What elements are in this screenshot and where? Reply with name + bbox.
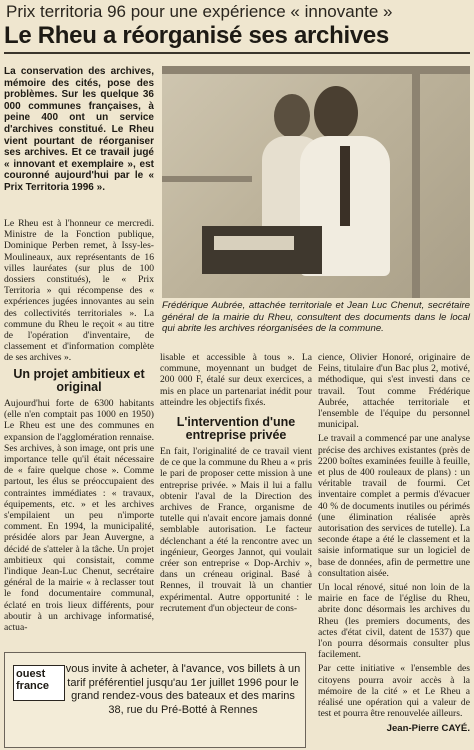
- column-2: [160, 352, 312, 614]
- section-title-1: Un projet ambitieux et original: [13, 367, 145, 394]
- advertisement-text: vous invite à acheter, à l'avance, vos billets à un tarif préférentiel jusqu'au 1er juillet 1996 pour le grand rendez-vous des bateaux et des marins 38, rue du Pré-Botté à Rennes: [65, 663, 301, 716]
- column-1b: [4, 368, 154, 633]
- article-kicker: Prix territoria 96 pour une expérience « innovante »: [6, 2, 393, 21]
- column-3-text-b: Le travail a commencé par une analyse précise des archives existantes (près de 2200 boîtes examinées feuille à feuille, et plus de 400 rouleaux de plans) : un véritable travail de fourmi. Cet inventaire complet a permis d'évacuer 40 % de documents inutiles ou périmés (une élimination réalisée après autorisation des services de tutelle). La seconde étape a été le classement et la saisie informatique sur un logiciel de base de données, afin de permettre une consultation aisée.: [318, 433, 470, 579]
- headline-rule: [4, 52, 470, 54]
- photo-shelf: [162, 176, 252, 182]
- column-1b-text: Aujourd'hui forte de 6300 habitants (elle n'en comptait pas 1000 en 1950) Le Rheu est une des communes en expansion de l'agglomération rennaise. Ses archives, à son image, ont pris une importance telle qu'il était nécessaire de « faire quelque chose ». Comme partout, les élus se préoccupaient des contraintes immédiates : « travaux, équipements, etc. » et les archives s'empilaient un peu n'importe comment. En 1994, la municipalité, présidée alors par Jean Auvergne, a décidé de s'atteler à la tâche. Un projet ambitieux qui consistait, comme l'indique Jean-Luc Chenut, secrétaire général de la mairie « à reclasser tout le fond documentaire communal, éclaté en trois lieux différents, pour aboutir à un archivage informatisé, actua-: [4, 398, 154, 634]
- photo-shelf: [412, 66, 420, 298]
- column-2-text-b: En fait, l'originalité de ce travail vient de ce que la commune du Rheu a « pris le pari de proposer cette mission à une entreprise privée. » Mais il lui a fallu obtenir l'aval de la Direction des archives de France, organisme de tutelle qui n'avait encore jamais donné semblable autorisation. Le facteur déclenchant a été la rencontre avec un ingénieur, Georges Jannot, qui voulait créer son entreprise « Dop-Archiv », dans un créneau original. Basé à Rennes, il trouvait là un chantier expérimental. Autre opportunité : le recrutement d'un objecteur de cons-: [160, 446, 312, 614]
- section-title-2: L'intervention d'une entreprise privée: [176, 415, 296, 443]
- archive-photo: [162, 66, 470, 298]
- article-lede: La conservation des archives, mémoire des cités, pose des problèmes. Sur les quelque 36 000 communes françaises, à peine 400 ont un service d'archives constitué. Le Rheu vient pourtant de réorganiser ses archives. Et ce travail jugé « innovant et exemplaire », est couronné aujourd'hui par le « Prix Territoria 1996 ».: [4, 66, 154, 193]
- ouest-france-logo: ouest france: [13, 665, 65, 701]
- photo-person-man: [314, 86, 358, 140]
- article-headline: Le Rheu a réorganisé ses archives: [4, 22, 389, 49]
- photo-archive-box: [202, 226, 322, 274]
- column-2-text-a: lisable et accessible à tous ». La commune, moyennant un budget de 200 000 F, étalé sur deux exercices, a mis en place un partenariat inédit pour atteindre les objectifs fixés.: [160, 352, 312, 408]
- advertisement-box: [4, 652, 306, 748]
- photo-tie: [340, 146, 350, 226]
- column-3-text-a: cience, Olivier Honoré, originaire de Feins, titulaire d'un Bac plus 2, motivé, méthodique, qui s'est investi dans ce travail. Tout comme Frédérique Aubrée, attachée territoriale et l'ensemble de l'équipe du personnel municipal.: [318, 352, 470, 431]
- column-1-text: Le Rheu est à l'honneur ce mercredi. Ministre de la Fonction publique, Dominique Perben remet, à Issy-les-Moulineaux, aux représentants de 16 villes lauréates (sur plus de 100 dossiers constitués), le « Prix Territoria » qui récompense des « expériences jugées innovantes au sein des collectivités territoriales ». La commune du Rheu le reçoit « au titre de l'opération d'inventaire, de classement et d'information complète de ses archives ».: [4, 218, 154, 364]
- column-3-text-d: Par cette initiative « l'ensemble des citoyens pourra avoir accès à la mémoire de la cité » et Le Rheu a réalisé une opération qui a valeur de test et pourra être renouvelée ailleurs.: [318, 663, 470, 720]
- article-signature: Jean-Pierre CAYÉ.: [386, 722, 470, 734]
- photo-caption: Frédérique Aubrée, attachée territoriale et Jean Luc Chenut, secrétaire général de la mairie du Rheu, consultent des documents dans le local qui abrite les archives réorganisées de la commune.: [162, 300, 470, 335]
- photo-person-woman: [274, 94, 310, 138]
- photo-box-label: [214, 236, 294, 250]
- column-3: [318, 352, 470, 734]
- photo-shelf: [162, 66, 470, 74]
- column-3-text-c: Un local rénové, situé non loin de la mairie en face de l'église du Rheu, abrite donc désormais les archives du Rheu (les premiers documents, des actes d'état civil, datent de 1537) que l'on pourra désormais consulter plus facilement.: [318, 582, 470, 661]
